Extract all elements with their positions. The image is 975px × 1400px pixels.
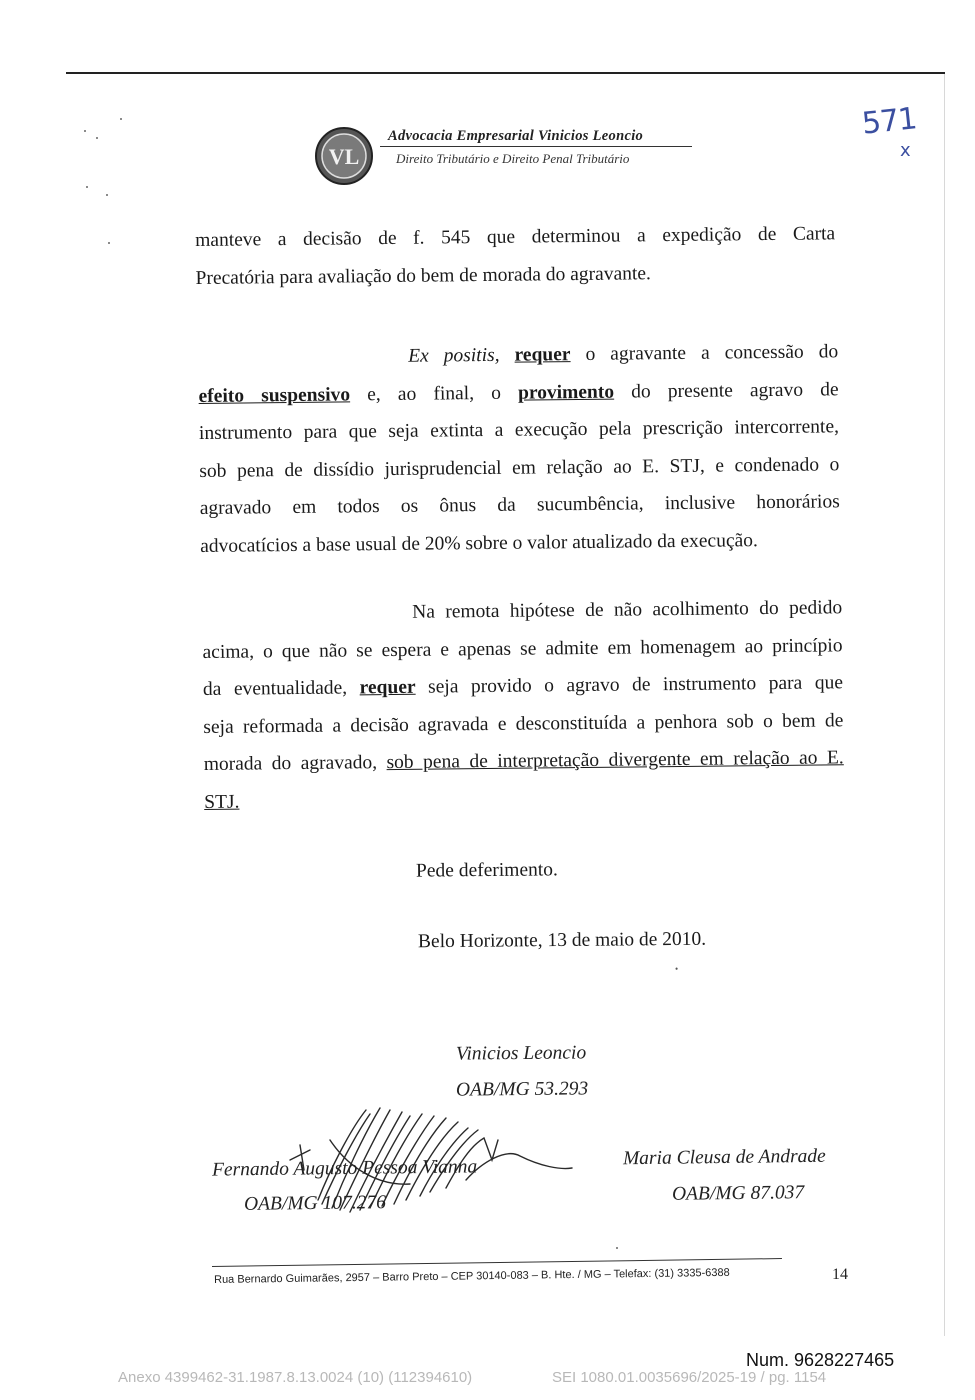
efeito-suspensivo-emphasis: efeito suspensivo	[198, 383, 351, 407]
paragraph-2-line	[198, 333, 838, 377]
paragraph-2-text: o agravante a concessão do	[570, 341, 839, 366]
requer-emphasis: requer	[359, 676, 416, 699]
scan-speck	[84, 130, 86, 132]
paragraph-3-text: Na remota hipótese de não acolhimento do pedido	[412, 597, 843, 623]
latin-phrase: Ex positis,	[408, 344, 500, 367]
document-number: Num. 9628227465	[746, 1350, 895, 1370]
top-border-line	[66, 72, 945, 74]
firm-subtitle: Direito Tributário e Direito Penal Tributário	[396, 151, 630, 166]
signatory-3-oab: OAB/MG 87.037	[671, 1182, 805, 1205]
footer-address: Rua Bernardo Guimarães, 2957 – Barro Preto – CEP 30140-083 – B. Hte. / MG – Telefax: (31) 3335-6388	[214, 1266, 730, 1286]
footer-rule	[212, 1258, 782, 1267]
sei-watermark: SEI 1080.01.0035696/2025-19 / pg. 1154	[552, 1369, 827, 1386]
provimento-emphasis: provimento	[517, 381, 615, 404]
handwritten-folio-number: 571	[860, 101, 918, 142]
signatory-2-name: Fernando Augusto Pessoa Vianna	[211, 1156, 478, 1181]
header-underline	[380, 146, 692, 147]
scan-speck	[106, 194, 108, 196]
paragraph-3-text: morada do agravado,	[203, 752, 387, 775]
logo-letters: VL	[328, 144, 360, 169]
page-number: 14	[832, 1266, 848, 1283]
paragraph-3-line	[203, 664, 843, 708]
underlined-phrase: sob pena de interpretação divergente em relação ao E.	[386, 747, 844, 774]
paragraph-2-line: advocatícios a base usual de 20% sobre o valor atualizado da execução.	[200, 529, 758, 557]
scan-speck	[86, 186, 88, 188]
signatory-3-name: Maria Cleusa de Andrade	[622, 1145, 826, 1170]
scan-speck	[108, 242, 110, 244]
scan-speck	[616, 1247, 618, 1249]
annex-watermark: Anexo 4399462-31.1987.8.13.0024 (10) (112394610)	[118, 1369, 473, 1386]
paragraph-2-text: do presente agravo de	[613, 378, 839, 403]
paragraph-1	[195, 215, 836, 297]
paragraph-2	[198, 333, 840, 565]
scan-speck	[120, 118, 122, 120]
firm-name: Advocacia Empresarial Vinicios Leoncio	[388, 128, 644, 144]
place-and-date: Belo Horizonte, 13 de maio de 2010.	[417, 928, 707, 953]
paragraph-3-text: seja provido o agravo de instrumento para que	[415, 672, 844, 698]
signatory-1-oab: OAB/MG 53.293	[455, 1078, 589, 1101]
underlined-phrase: STJ.	[204, 791, 240, 813]
paragraph-3-line	[202, 589, 842, 633]
paragraph-2-line: sob pena de dissídio jurisprudencial em relação ao E. STJ, e condenado o	[199, 453, 840, 482]
paragraph-3-line	[204, 777, 844, 821]
handwritten-folio-mark: x	[900, 140, 911, 161]
paragraph-3-line	[204, 739, 844, 783]
firm-logo-icon	[314, 126, 374, 186]
paragraph-2-line: instrumento para que seja extinta a execução pela prescrição intercorrente,	[198, 416, 840, 444]
page-edge-line	[944, 74, 945, 1336]
paragraph-1-line: Precatória para avaliação do bem de morada do agravante.	[195, 262, 651, 289]
paragraph-2-text: e, ao final, o	[349, 382, 519, 405]
paragraph-3	[202, 589, 844, 821]
paragraph-3-line: seja reformada a decisão agravada e desconstituída a penhora sob o bem de	[203, 709, 844, 738]
scan-speck	[96, 137, 98, 139]
scan-mark: •	[675, 964, 679, 974]
paragraph-2-line: agravado em todos os ônus da sucumbência, inclusive honorários	[199, 491, 840, 519]
paragraph-1-line: manteve a decisão de f. 545 que determinou a expedição de Carta	[195, 223, 836, 251]
requer-emphasis: requer	[514, 344, 571, 366]
closing-request: Pede deferimento.	[415, 859, 558, 882]
signatory-2-oab: OAB/MG 107.276	[243, 1192, 387, 1215]
paragraph-3-line: acima, o que não se espera e apenas se admite em homenagem ao princípio	[202, 634, 843, 663]
signatory-1-name: Vinicios Leoncio	[455, 1042, 587, 1065]
paragraph-3-text: da eventualidade,	[202, 677, 360, 700]
